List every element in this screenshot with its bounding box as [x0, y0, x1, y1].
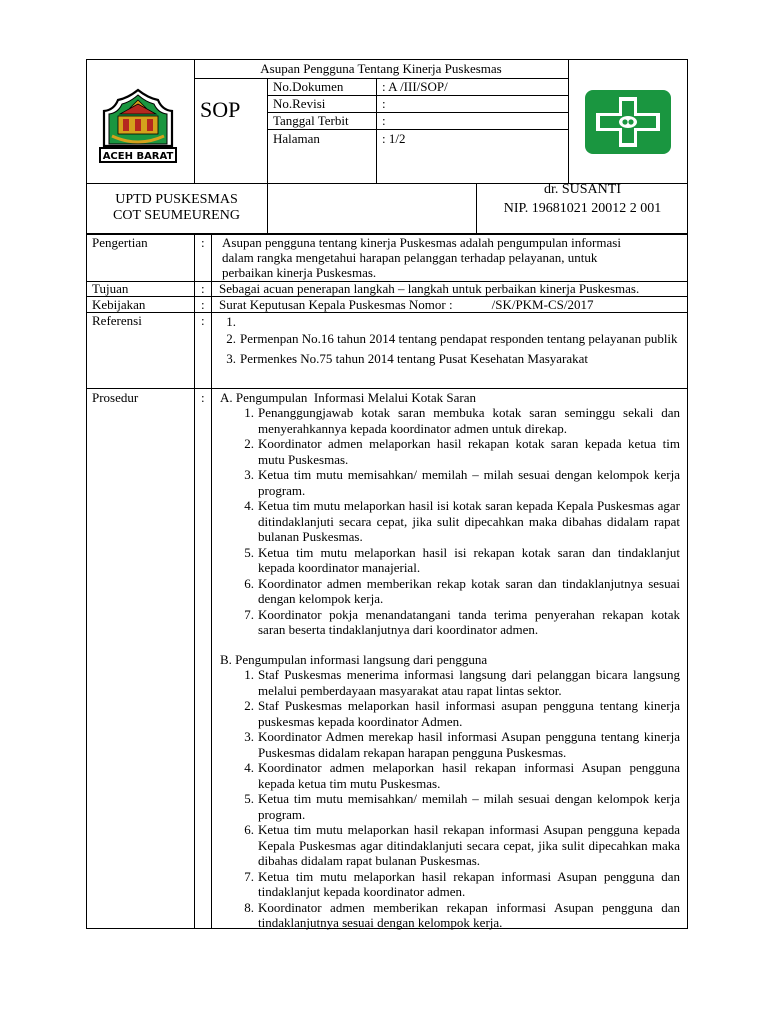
procedure-step	[236, 869, 680, 900]
procedure-step	[236, 545, 680, 576]
procedure-step	[236, 467, 680, 498]
kebijakan-label: Kebijakan	[92, 297, 146, 312]
step-text: Koordinator pokja menandatangani tanda terima penyerahan rekapan kotak saran beserta tindaklanjutnya dari koordinator admen.	[258, 606, 680, 637]
row-label-halaman: Halaman	[273, 131, 320, 146]
puskesmas-logo	[584, 89, 672, 155]
row-label-tanggal-terbit: Tanggal Terbit	[273, 113, 349, 128]
prosedur-label: Prosedur	[92, 390, 139, 405]
org-name-line-2: COT SEUMEURENG	[113, 208, 240, 223]
row-label-no-dokumen: No.Dokumen	[273, 79, 344, 94]
row-value-no-revisi: :	[382, 96, 386, 111]
pengertian-colon: :	[201, 235, 205, 250]
sop-label: SOP	[200, 97, 241, 122]
divider	[267, 78, 268, 234]
tujuan-colon: :	[201, 281, 205, 296]
signer-nip: NIP. 19681021 20012 2 001	[503, 201, 662, 216]
step-text: Ketua tim mutu melaporkan hasil rekapan informasi Asupan pengguna dan tindaklanjut kepada koordinator admen.	[258, 868, 680, 899]
step-number: 7.	[244, 868, 254, 884]
procedure-step	[236, 436, 680, 467]
step-text: Koordinator admen melaporkan hasil rekapan informasi Asupan pengguna kepada ketua tim mutu Puskesmas.	[258, 760, 680, 791]
referensi-list	[218, 314, 680, 367]
referensi-item	[218, 314, 680, 330]
referensi-item	[218, 331, 680, 347]
divider	[568, 59, 569, 183]
prosedur-colon: :	[201, 390, 205, 405]
step-text: Ketua tim mutu memisahkan/ memilah – milah sesuai dengan kelompok kerja program.	[258, 467, 680, 498]
row-value-tanggal-terbit: :	[382, 113, 386, 128]
procedure-step	[236, 607, 680, 638]
step-text: Ketua tim mutu memisahkan/ memilah – milah sesuai dengan kelompok kerja program.	[258, 791, 680, 822]
procedure-step	[236, 822, 680, 869]
procedure-step	[236, 498, 680, 545]
divider	[267, 129, 568, 130]
divider	[211, 234, 212, 929]
step-text: Penanggungjawab kotak saran membuka kotak saran seminggu sekali dan menyerahkannya kepada koordinator admen untuk direkap.	[258, 405, 680, 436]
list-number: 3.	[226, 351, 236, 366]
procedure-step	[236, 900, 680, 931]
step-number: 1.	[244, 405, 254, 420]
divider	[376, 78, 377, 183]
step-text: Ketua tim mutu melaporkan hasil isi rekapan kotak saran dan tindaklanjut kepada koordinator manajerial.	[258, 544, 680, 575]
tujuan-text: Sebagai acuan penerapan langkah – langkah untuk perbaikan kinerja Puskesmas.	[219, 281, 640, 296]
step-text: Koordinator admen memberikan rekapan informasi Asupan pengguna dan tindaklanjutnya sesuai dengan kelompok kerja.	[258, 899, 680, 930]
tujuan-label: Tujuan	[92, 281, 129, 296]
list-number: 1.	[226, 314, 236, 329]
kebijakan-colon: :	[201, 297, 205, 312]
referensi-label: Referensi	[92, 313, 142, 328]
procedure-step	[236, 729, 680, 760]
prosedur-part-a-title: A. Pengumpulan Informasi Melalui Kotak Saran	[220, 390, 476, 405]
document-title: Asupan Pengguna Tentang Kinerja Puskesmas	[260, 61, 502, 76]
step-text: Koordinator admen memberikan rekap kotak saran dan tindaklanjutnya sesuai dengan kelompok kerja.	[258, 575, 680, 606]
procedure-step	[236, 698, 680, 729]
aceh-barat-logo	[96, 86, 180, 168]
pengertian-text-line-2: dalam rangka mengetahui harapan pelanggan terhadap pelayanan, untuk	[222, 250, 598, 265]
step-text: Ketua tim mutu melaporkan hasil rekapan informasi Asupan pengguna kepada Kepala Puskesmas agar ditindaklanjuti secara cepat, jika sulit dipecahkan maka dibahas didalam rapat bulanan Puskesmas.	[258, 822, 680, 868]
step-number: 6.	[244, 575, 254, 591]
pengertian-text-line-1: Asupan pengguna tentang kinerja Puskesmas adalah pengumpulan informasi	[222, 235, 621, 250]
puskesmas-cross-icon	[584, 89, 672, 155]
prosedur-part-a-steps	[236, 405, 680, 638]
referensi-item	[218, 351, 680, 367]
step-number: 8.	[244, 899, 254, 915]
referensi-item-text: Permenpan No.16 tahun 2014 tentang pendapat responden tentang pelayanan publik	[240, 330, 678, 346]
step-text: Ketua tim mutu melaporkan hasil isi kotak saran kepada Kepala Puskesmas agar ditindaklanjuti secara cepat, jika sulit dipecahkan maka dibahas didalam rapat bulanan Puskesmas.	[258, 498, 680, 544]
org-name-line-1: UPTD PUSKESMAS	[115, 192, 238, 207]
step-number: 4.	[244, 498, 254, 513]
signer-name: dr. SUSANTI	[543, 182, 621, 197]
pengertian-text-line-3: perbaikan kinerja Puskesmas.	[222, 265, 377, 280]
divider	[194, 78, 568, 79]
referensi-item-text: Permenkes No.75 tahun 2014 tentang Pusat Kesehatan Masyarakat	[240, 351, 589, 366]
divider	[86, 388, 688, 389]
step-text: Koordinator Admen merekap hasil informasi Asupan pengguna tentang kinerja Puskesmas didalam rekapan harapan pengguna Puskesmas.	[258, 729, 680, 760]
step-number: 7.	[244, 606, 254, 622]
logo-caption: ACEH BARAT	[102, 151, 174, 162]
row-value-no-dokumen: : A /III/SOP/	[382, 79, 448, 94]
step-number: 1.	[244, 667, 254, 682]
step-number: 5.	[244, 544, 254, 560]
kebijakan-text: Surat Keputusan Kepala Puskesmas Nomor : /SK/PKM-CS/2017	[219, 297, 594, 312]
row-value-halaman: : 1/2	[382, 131, 406, 146]
step-number: 5.	[244, 791, 254, 806]
procedure-step	[236, 405, 680, 436]
step-number: 6.	[244, 822, 254, 837]
step-number: 2.	[244, 436, 254, 451]
step-number: 3.	[244, 729, 254, 744]
step-text: Koordinator admen melaporkan hasil rekapan kotak saran kepada ketua tim mutu Puskesmas.	[258, 436, 680, 467]
referensi-colon: :	[201, 313, 205, 328]
pengertian-label: Pengertian	[92, 235, 148, 250]
prosedur-part-b-title: B. Pengumpulan informasi langsung dari pengguna	[220, 652, 488, 667]
procedure-step	[236, 760, 680, 791]
prosedur-part-b-steps	[236, 667, 680, 931]
step-text: Staf Puskesmas menerima informasi langsung dari pelanggan bicara langsung melalui pemberdayaan masyarakat atau rapat lintas sektor.	[258, 667, 680, 698]
procedure-step	[236, 576, 680, 607]
step-number: 4.	[244, 760, 254, 775]
procedure-step	[236, 791, 680, 822]
list-number: 2.	[226, 330, 236, 346]
row-label-no-revisi: No.Revisi	[273, 96, 326, 111]
step-text: Staf Puskesmas melaporkan hasil informasi asupan pengguna tentang kinerja puskesmas kepada koordinator Admen.	[258, 698, 680, 729]
procedure-step	[236, 667, 680, 698]
aceh-barat-emblem-icon	[96, 86, 180, 168]
step-number: 3.	[244, 467, 254, 482]
step-number: 2.	[244, 698, 254, 713]
divider	[194, 234, 195, 929]
